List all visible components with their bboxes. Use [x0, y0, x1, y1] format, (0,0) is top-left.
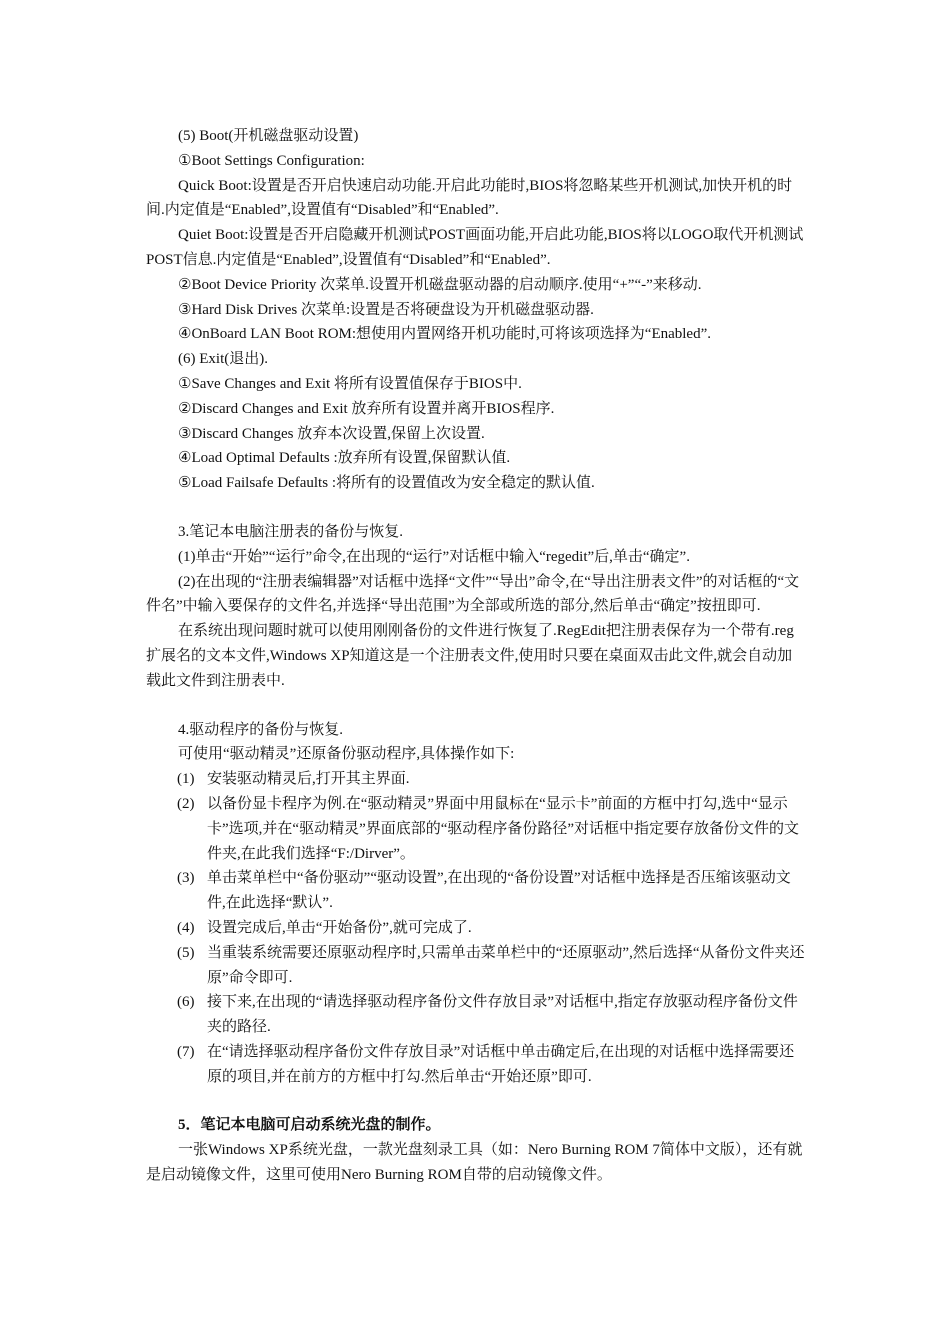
step-number: (7) — [177, 1043, 195, 1060]
step-text: 安装驱动精灵后,打开其主界面. — [207, 771, 410, 788]
step-text: 当重装系统需要还原驱动程序时,只需单击菜单栏中的“还原驱动”,然后选择“从备份文件夹还原”命令即可. — [207, 944, 805, 986]
registry-restore-paragraph: 在系统出现问题时就可以使用刚刚备份的文件进行恢复了.RegEdit把注册表保存为一个带有.reg扩展名的文本文件,Windows XP知道这是一个注册表文件,使用时只要在桌面双击此文件,就会自动加载此文件到注册表中. — [146, 623, 794, 689]
step-text: 在“请选择驱动程序备份文件存放目录”对话框中单击确定后,在出现的对话框中选择需要还原的项目,并在前方的方框中打勾.然后单击“开始还原”即可. — [207, 1043, 795, 1085]
driver-section-intro: 可使用“驱动精灵”还原备份驱动程序,具体操作如下: — [178, 746, 515, 763]
list-item — [146, 941, 806, 991]
onboard-lan-boot-rom: ④OnBoard LAN Boot ROM:想使用内置网络开机功能时,可将该项选择为“Enabled”. — [178, 326, 711, 343]
exit-item: ①Save Changes and Exit 将所有设置值保存于BIOS中. — [178, 375, 522, 392]
boot-settings-configuration: ①Boot Settings Configuration: — [178, 152, 365, 169]
step-number: (3) — [177, 870, 195, 887]
step-number: (5) — [177, 944, 195, 961]
driver-steps-list — [146, 767, 806, 1089]
exit-item: ④Load Optimal Defaults :放弃所有设置,保留默认值. — [178, 450, 511, 467]
blank-line — [146, 496, 806, 520]
list-item — [146, 1040, 806, 1090]
exit-item: ⑤Load Failsafe Defaults :将所有的设置值改为安全稳定的默认值. — [178, 475, 595, 492]
exit-item: ③Discard Changes 放弃本次设置,保留上次设置. — [178, 425, 485, 442]
exit-section-title: (6) Exit(退出). — [178, 351, 268, 368]
driver-section-title: 4.驱动程序的备份与恢复. — [178, 721, 344, 738]
step-number: (2) — [177, 795, 195, 812]
step-number: (4) — [177, 919, 195, 936]
step-number: (6) — [177, 994, 195, 1011]
list-item — [146, 792, 806, 866]
step-text: 接下来,在出现的“请选择驱动程序备份文件存放目录”对话框中,指定存放驱动程序备份文件夹的路径. — [207, 994, 798, 1036]
document-body — [146, 124, 806, 1188]
boot-disc-section-title: 5．笔记本电脑可启动系统光盘的制作。 — [178, 1117, 441, 1134]
step-text: 以备份显卡程序为例.在“驱动精灵”界面中用鼠标在“显示卡”前面的方框中打勾,选中“显示卡”选项,并在“驱动精灵”界面底部的“驱动程序备份路径”对话框中指定要存放备份文件的文件夹,在此我们选择“F:/Dirver”。 — [207, 795, 800, 862]
step-text: 单击菜单栏中“备份驱动”“驱动设置”,在出现的“备份设置”对话框中选择是否压缩该驱动文件,在此选择“默认”. — [207, 870, 791, 912]
boot-section-title: (5) Boot(开机磁盘驱动设置) — [178, 128, 359, 144]
list-item — [146, 990, 806, 1040]
registry-step-1: (1)单击“开始”“运行”命令,在出现的“运行”对话框中输入“regedit”后,单击“确定”. — [178, 548, 690, 565]
boot-device-priority: ②Boot Device Priority 次菜单.设置开机磁盘驱动器的启动顺序.使用“+”“-”来移动. — [178, 276, 702, 293]
list-item — [146, 767, 806, 792]
step-text: 设置完成后,单击“开始备份”,就可完成了. — [207, 919, 472, 936]
step-number: (1) — [177, 771, 195, 788]
quiet-boot-paragraph: Quiet Boot:设置是否开启隐藏开机测试POST画面功能,开启此功能,BIOS将以LOGO取代开机测试POST信息.内定值是“Enabled”,设置值有“Disabled”和“Enabled”. — [146, 227, 804, 268]
hard-disk-drives: ③Hard Disk Drives 次菜单:设置是否将硬盘设为开机磁盘驱动器. — [178, 301, 594, 318]
registry-step-2: (2)在出现的“注册表编辑器”对话框中选择“文件”“导出”命令,在“导出注册表文件”的对话框的“文件名”中输入要保存的文件名,并选择“导出范围”为全部或所选的部分,然后单击“确定”按扭即可. — [146, 573, 800, 615]
boot-disc-paragraph: 一张Windows XP系统光盘，一款光盘刻录工具（如：Nero Burning ROM 7简体中文版），还有就是启动镜像文件，这里可使用Nero Burning ROM自带的启动镜像文件。 — [146, 1142, 803, 1184]
registry-section-title: 3.笔记本电脑注册表的备份与恢复. — [178, 523, 404, 540]
list-item — [146, 916, 806, 941]
exit-item: ②Discard Changes and Exit 放弃所有设置并离开BIOS程序. — [178, 400, 555, 417]
list-item — [146, 866, 806, 916]
blank-line — [146, 694, 806, 718]
quick-boot-paragraph: Quick Boot:设置是否开启快速启动功能.开启此功能时,BIOS将忽略某些开机测试,加快开机的时间.内定值是“Enabled”,设置值有“Disabled”和“Enabled”. — [146, 177, 793, 219]
blank-line — [146, 1089, 806, 1113]
